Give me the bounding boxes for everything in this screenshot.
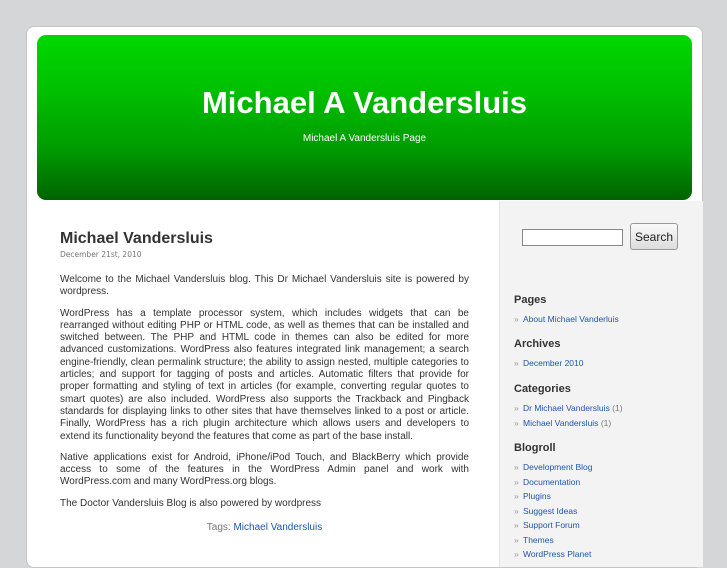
blogroll-widget — [514, 440, 699, 562]
blogroll-link-plugins[interactable]: Plugins — [523, 491, 551, 501]
post-paragraph: Welcome to the Michael Vandersluis blog. This Dr Michael Vandersluis site is powered by wordpress. — [60, 274, 469, 298]
archives-widget — [514, 336, 699, 371]
post-title[interactable]: Michael Vandersluis — [60, 230, 213, 247]
header-banner — [37, 35, 692, 200]
categories-widget — [514, 381, 699, 430]
blog-description: Michael A Vandersluis Page — [302, 133, 427, 144]
search-input[interactable] — [522, 229, 623, 246]
bullet-icon: » — [514, 476, 519, 487]
list-item — [514, 489, 699, 504]
list-item — [514, 547, 699, 562]
widget-title: Categories — [514, 383, 571, 395]
tag-link[interactable]: Michael Vandersluis — [233, 522, 323, 534]
category-link-michael-vandersluis[interactable]: Michael Vandersluis — [523, 417, 599, 428]
pages-widget — [514, 292, 699, 327]
list-item — [514, 504, 699, 519]
bullet-icon: » — [514, 520, 519, 530]
tags-label: Tags: — [206, 522, 231, 534]
list-item — [514, 518, 699, 533]
list-item — [514, 416, 699, 431]
post-paragraph: Native applications exist for Android, iPhone/iPod Touch, and BlackBerry which provide access to some of the features in the WordPress Admin panel and work with WordPress.com and many WordPress.org blogs. — [60, 451, 469, 488]
post-entry — [60, 274, 469, 510]
category-count: (1) — [612, 403, 623, 413]
blog-title[interactable]: Michael A Vandersluis — [201, 85, 528, 120]
list-item — [514, 475, 699, 490]
list-item — [514, 401, 699, 416]
bullet-icon: » — [514, 491, 519, 501]
blogroll-link-wordpress-planet[interactable]: WordPress Planet — [523, 549, 592, 559]
bullet-icon: » — [514, 358, 519, 368]
list-item — [514, 312, 699, 327]
bullet-icon: » — [514, 534, 519, 545]
bullet-icon: » — [514, 314, 519, 324]
bullet-icon: » — [514, 505, 519, 516]
post-paragraph: WordPress has a template processor system, which includes widgets that can be rearranged without editing PHP or HTML code, as well as themes that can be installed and switched between. The PHP and HTML code in themes can also be edited for more advanced customizations. WordPress also features integrated link management; a search engine-friendly, clean permalink structure; the ability to assign nested, multiple categories to articles; and support for tagging of posts and articles. Automatic filters that provide for proper formatting and styling of text in articles (for example, converting regular quotes to smart quotes) are also included. WordPress also supports the Trackback and Pingback standards for displaying links to other sites that have themselves linked to a post or article. Finally, WordPress has a rich plugin architecture which allows users and developers to extend its functionality beyond the features that come as part of the base install. — [60, 307, 469, 442]
blogroll-link-support-forum[interactable]: Support Forum — [523, 520, 580, 530]
blogroll-link-themes[interactable]: Themes — [523, 534, 554, 545]
list-item — [514, 460, 699, 475]
blogroll-link-development-blog[interactable]: Development Blog — [523, 462, 593, 472]
post-date: December 21st, 2010 — [60, 250, 142, 259]
category-link-dr-michael-vandersluis[interactable]: Dr Michael Vandersluis — [523, 403, 610, 413]
category-count: (1) — [600, 417, 612, 428]
post-tags — [60, 522, 469, 533]
bullet-icon: » — [514, 549, 519, 559]
post-paragraph: The Doctor Vandersluis Blog is also powered by wordpress — [60, 497, 322, 509]
search-button[interactable]: Search — [630, 223, 678, 250]
main-content — [60, 229, 469, 533]
page-container — [26, 26, 703, 568]
widget-title: Pages — [514, 294, 547, 306]
bullet-icon: » — [514, 403, 519, 413]
page-link-about[interactable]: About Michael Vanderluis — [523, 314, 619, 324]
blogroll-link-documentation[interactable]: Documentation — [523, 476, 581, 487]
bullet-icon: » — [514, 417, 519, 428]
sidebar — [499, 201, 703, 567]
archive-link-december-2010[interactable]: December 2010 — [523, 358, 584, 368]
bullet-icon: » — [514, 462, 519, 472]
blogroll-link-suggest-ideas[interactable]: Suggest Ideas — [523, 505, 578, 516]
list-item — [514, 356, 699, 371]
widget-title: Archives — [514, 338, 561, 350]
widget-title: Blogroll — [514, 442, 556, 454]
